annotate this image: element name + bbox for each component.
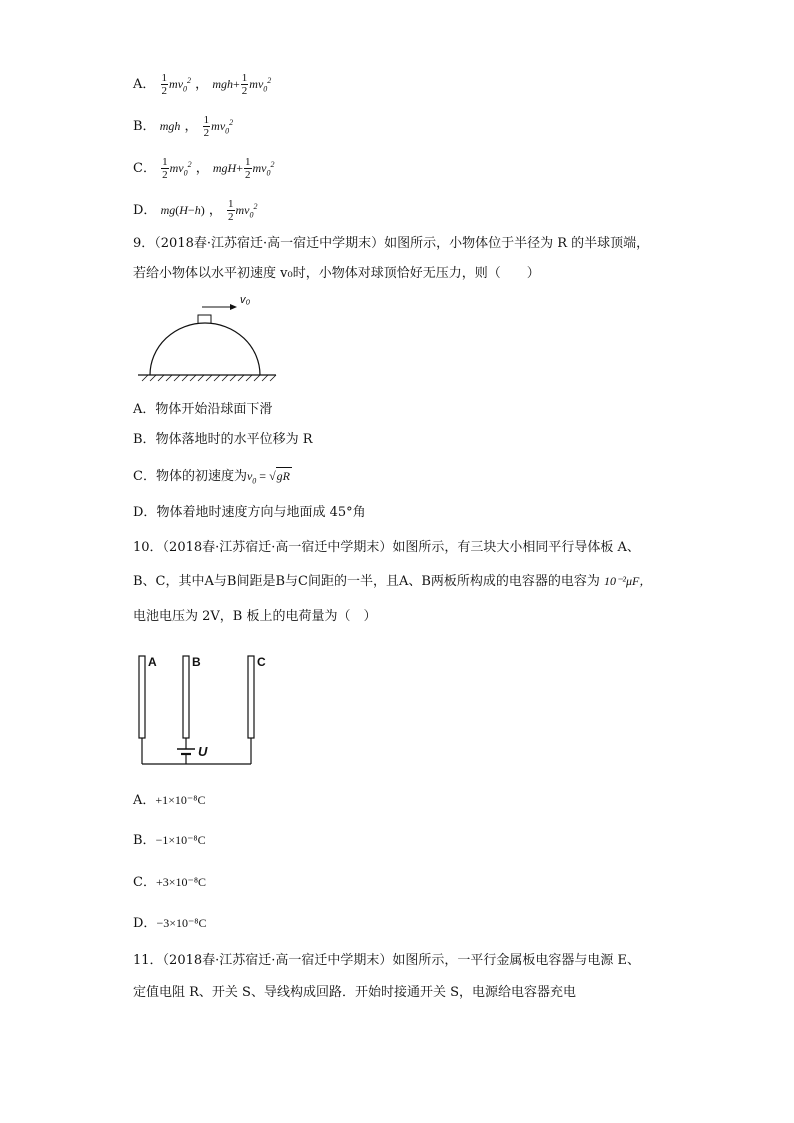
option-text: +1×10⁻⁸C [155,793,206,807]
option-label: B． [133,833,156,848]
hemisphere-diagram [134,285,284,385]
fraction-half: $\frac{1}{2}$ [228,198,234,223]
q10-option-c [133,874,206,891]
q10-stem-line2: B、C，其中A与B间距是B与C间距的一半，且A、B两板所构成的电容器的电容为 10⁻²μF， [133,574,652,589]
plate-a-label: A [148,655,157,669]
option-label: C． [133,469,156,484]
fraction-half: $\frac{1}{2}$ [245,156,251,181]
option-label: A． [133,77,156,92]
q9-option-b [133,432,312,448]
q9-option-c: C．物体的初速度为$v_0 = √gR$ [133,469,291,486]
option-text: 物体开始沿球面下滑 [155,402,273,417]
option-text: +3×10⁻⁸C [155,875,207,889]
formula: mgh [159,119,181,133]
sqrt-formula: gR [276,469,291,483]
option-text: −3×10⁻⁸C [156,916,207,930]
q9-stem-line1: 9．（2018春·江苏宿迁·高一宿迁中学期末）如图所示，小物体位于半径为 R 的半球顶端， [133,236,650,251]
formula: $mv_0^2$ [252,160,275,178]
q8-option-c: C． $\frac{1}{2}$ $mv_0^2$ ， mgH+ $\frac{1}{2}$ $mv_0^2$ [133,156,275,181]
formula: mgH [212,161,237,175]
capacitor-plates-diagram [128,648,278,770]
q10-stem-line1: 10．（2018春·江苏宿迁·高一宿迁中学期末）如图所示，有三块大小相同平行导体板 A、 [133,540,640,555]
formula: mgh [212,77,233,91]
formula: $v_0$ [246,469,257,486]
q9-option-d [133,505,366,521]
option-text: −1×10⁻⁸C [155,833,206,847]
option-label: B． [133,432,156,447]
fraction-half: $\frac{1}{2}$ [203,114,210,139]
formula: mg [160,203,176,217]
option-label: D． [133,203,157,218]
option-text: 物体着地时速度方向与地面成 45°角 [156,505,366,520]
option-label: A． [133,793,156,808]
q8-option-d: D． mg(H−h) ， $\frac{1}{2}$ $mv_0^2$ [133,198,258,223]
option-text: 物体落地时的水平位移为 R [155,432,313,447]
fraction-half: $\frac{1}{2}$ [161,72,168,97]
q10-option-b [133,832,206,849]
option-label: B． [133,119,156,134]
formula: $mv_0^2$ [211,118,234,136]
q8-option-b: B． mgh ， $\frac{1}{2}$ $mv_0^2$ [133,114,234,139]
option-label: D． [133,505,157,520]
option-label: D． [133,916,157,931]
q10-option-d [133,915,207,932]
fraction-half: $\frac{1}{2}$ [241,72,248,97]
fraction-half: $\frac{1}{2}$ [162,156,168,181]
plate-c-label: C [257,655,266,669]
option-label: A． [133,402,156,417]
option-text: 物体的初速度为 [155,469,247,484]
q10-stem-line3: 电池电压为 2V，B 板上的电荷量为（ ） [133,609,377,624]
q9-stem-line2: 若给小物体以水平初速度 v₀时，小物体对球顶恰好无压力，则（ ） [133,266,540,281]
q8-option-a: A． $\frac{1}{2}$ $mv_0^2$ ， mgh+ $\frac{1}{2}$ $mv_0^2$ [133,72,272,97]
capacitance-value: 10⁻²μF， [604,574,652,588]
q10-option-a [133,792,205,809]
velocity-label: v₀ [240,294,251,306]
formula: $mv_0^2$ [235,202,258,220]
formula: $mv_0^2$ [169,76,192,94]
battery-label: U [198,744,208,759]
formula: $mv_0^2$ [249,76,272,94]
plate-b-label: B [192,655,201,669]
q11-stem-line1: 11．（2018春·江苏宿迁·高一宿迁中学期末）如图所示，一平行金属板电容器与电源 E、 [133,953,641,968]
q9-option-a [133,402,272,418]
q11-stem-line2: 定值电阻 R、开关 S、导线构成回路．开始时接通开关 S，电源给电容器充电 [133,985,576,1000]
formula: $mv_0^2$ [169,160,192,178]
option-label: C． [133,161,156,176]
option-label: C． [133,875,156,890]
